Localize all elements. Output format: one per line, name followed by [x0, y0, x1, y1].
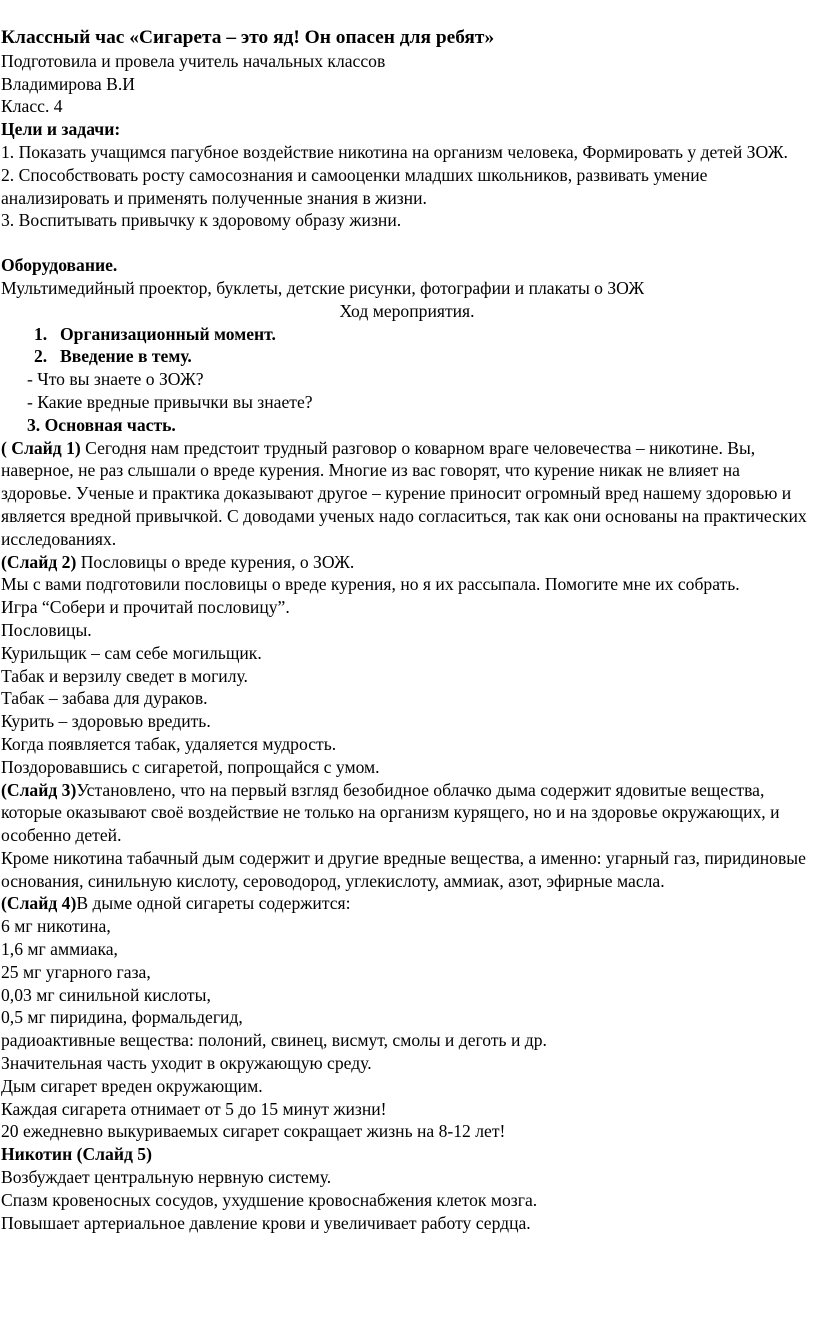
slide-4-text: В дыме одной сигареты содержится: — [76, 893, 351, 914]
composition-item: 6 мг никотина, — [1, 916, 111, 937]
proverb: Когда появляется табак, удаляется мудрость. — [1, 733, 337, 754]
nicotine-effect: Возбуждает центральную нервную систему. — [1, 1167, 332, 1188]
event-heading: Ход мероприятия. — [339, 300, 475, 321]
slide-2-line — [1, 551, 813, 574]
step-1-label: Организационный момент. — [60, 323, 276, 344]
step-3: 3. Основная часть. — [27, 414, 176, 435]
proverbs-heading: Пословицы. — [1, 619, 92, 640]
step-1-number: 1. — [34, 323, 48, 344]
equipment-text: Мультимедийный проектор, буклеты, детские рисунки, фотографии и плакаты о ЗОЖ — [1, 277, 645, 298]
fact-line: Дым сигарет вреден окружающим. — [1, 1075, 263, 1096]
proverb: Табак – забава для дураков. — [1, 688, 208, 709]
question-2: - Какие вредные привычки вы знаете? — [27, 391, 313, 412]
game-title: Игра “Собери и прочитай пословицу”. — [1, 597, 290, 618]
proverb: Поздоровавшись с сигаретой, попрощайся с умом. — [1, 756, 380, 777]
goal-3: 3. Воспитывать привычку к здоровому образу жизни. — [1, 210, 402, 231]
goal-1: 1. Показать учащимся пагубное воздействие никотина на организм человека, Формировать у детей ЗОЖ. — [1, 141, 788, 162]
proverb: Курильщик – сам себе могильщик. — [1, 642, 262, 663]
fact-line: радиоактивные вещества: полоний, свинец, висмут, смолы и деготь и др. — [1, 1030, 547, 1051]
composition-item: 0,03 мг синильной кислоты, — [1, 984, 211, 1005]
goals-heading: Цели и задачи: — [1, 119, 121, 140]
slide-3-label: (Слайд 3) — [1, 779, 77, 800]
document — [1, 27, 813, 1234]
step-2-label: Введение в тему. — [60, 346, 192, 367]
slide-1-label: ( Слайд 1) — [1, 437, 81, 458]
composition-item: 1,6 мг аммиака, — [1, 939, 118, 960]
nicotine-effect: Повышает артериальное давление крови и увеличивает работу сердца. — [1, 1212, 531, 1233]
author-line: Подготовила и провела учитель начальных классов — [1, 50, 386, 71]
slide-4-label: (Слайд 4) — [1, 893, 77, 914]
slide-1-paragraph — [1, 437, 813, 551]
equipment-heading: Оборудование. — [1, 255, 118, 276]
grade: Класс. 4 — [1, 96, 63, 117]
step-2 — [1, 345, 813, 368]
slide-5-heading: Никотин (Слайд 5) — [1, 1144, 152, 1165]
nicotine-effect: Спазм кровеносных сосудов, ухудшение кровоснабжения клеток мозга. — [1, 1189, 538, 1210]
slide-2-label: (Слайд 2) — [1, 551, 77, 572]
slide-2-text: Пословицы о вреде курения, о ЗОЖ. — [76, 551, 355, 572]
step-1 — [1, 323, 813, 346]
slide-3-paragraph — [1, 779, 813, 847]
fact-line: 20 ежедневно выкуриваемых сигарет сокращает жизнь на 8-12 лет! — [1, 1121, 506, 1142]
goal-2: 2. Способствовать росту самосознания и самооценки младших школьников, развивать умение анализировать и применять полученные знания в жизни. — [1, 164, 708, 208]
slide-4-line — [1, 892, 813, 915]
slide-1-text: Сегодня нам предстоит трудный разговор о коварном враге человечества – никотине. Вы, наверное, не раз слышали о вреде курения. Многие из вас говорят, что курение никак не влияет на здоровье. Ученые и практика доказывают другое – курение приносит огромный вред нашему здоровью и является вредной привычкой. С доводами ученых надо согласиться, так как они основаны на практических исследованиях. — [1, 437, 807, 549]
fact-line: Каждая сигарета отнимает от 5 до 15 минут жизни! — [1, 1098, 387, 1119]
fact-line: Значительная часть уходит в окружающую среду. — [1, 1053, 372, 1074]
author-name: Владимирова В.И — [1, 73, 135, 94]
proverb: Табак и верзилу сведет в могилу. — [1, 665, 248, 686]
step-2-number: 2. — [34, 346, 48, 367]
page-title: Классный час «Сигарета – это яд! Он опасен для ребят» — [1, 27, 495, 48]
spacer — [1, 232, 813, 254]
slide-3-paragraph-2: Кроме никотина табачный дым содержит и другие вредные вещества, а именно: угарный газ, пиридиновые основания, синильную кислоту, сероводород, углекислоту, аммиак, азот, эфирные масла. — [1, 847, 806, 891]
proverb: Курить – здоровью вредить. — [1, 711, 211, 732]
composition-item: 0,5 мг пиридина, формальдегид, — [1, 1007, 243, 1028]
slide-3-text: Установлено, что на первый взгляд безобидное облачко дыма содержит ядовитые вещества, которые оказывают своё воздействие не только на организм курящего, но и на здоровье окружающих, и особенно детей. — [1, 779, 780, 846]
question-1: - Что вы знаете о ЗОЖ? — [27, 369, 204, 390]
composition-item: 25 мг угарного газа, — [1, 961, 151, 982]
slide-2-intro: Мы с вами подготовили пословицы о вреде курения, но я их рассыпала. Помогите мне их собрать. — [1, 574, 740, 595]
